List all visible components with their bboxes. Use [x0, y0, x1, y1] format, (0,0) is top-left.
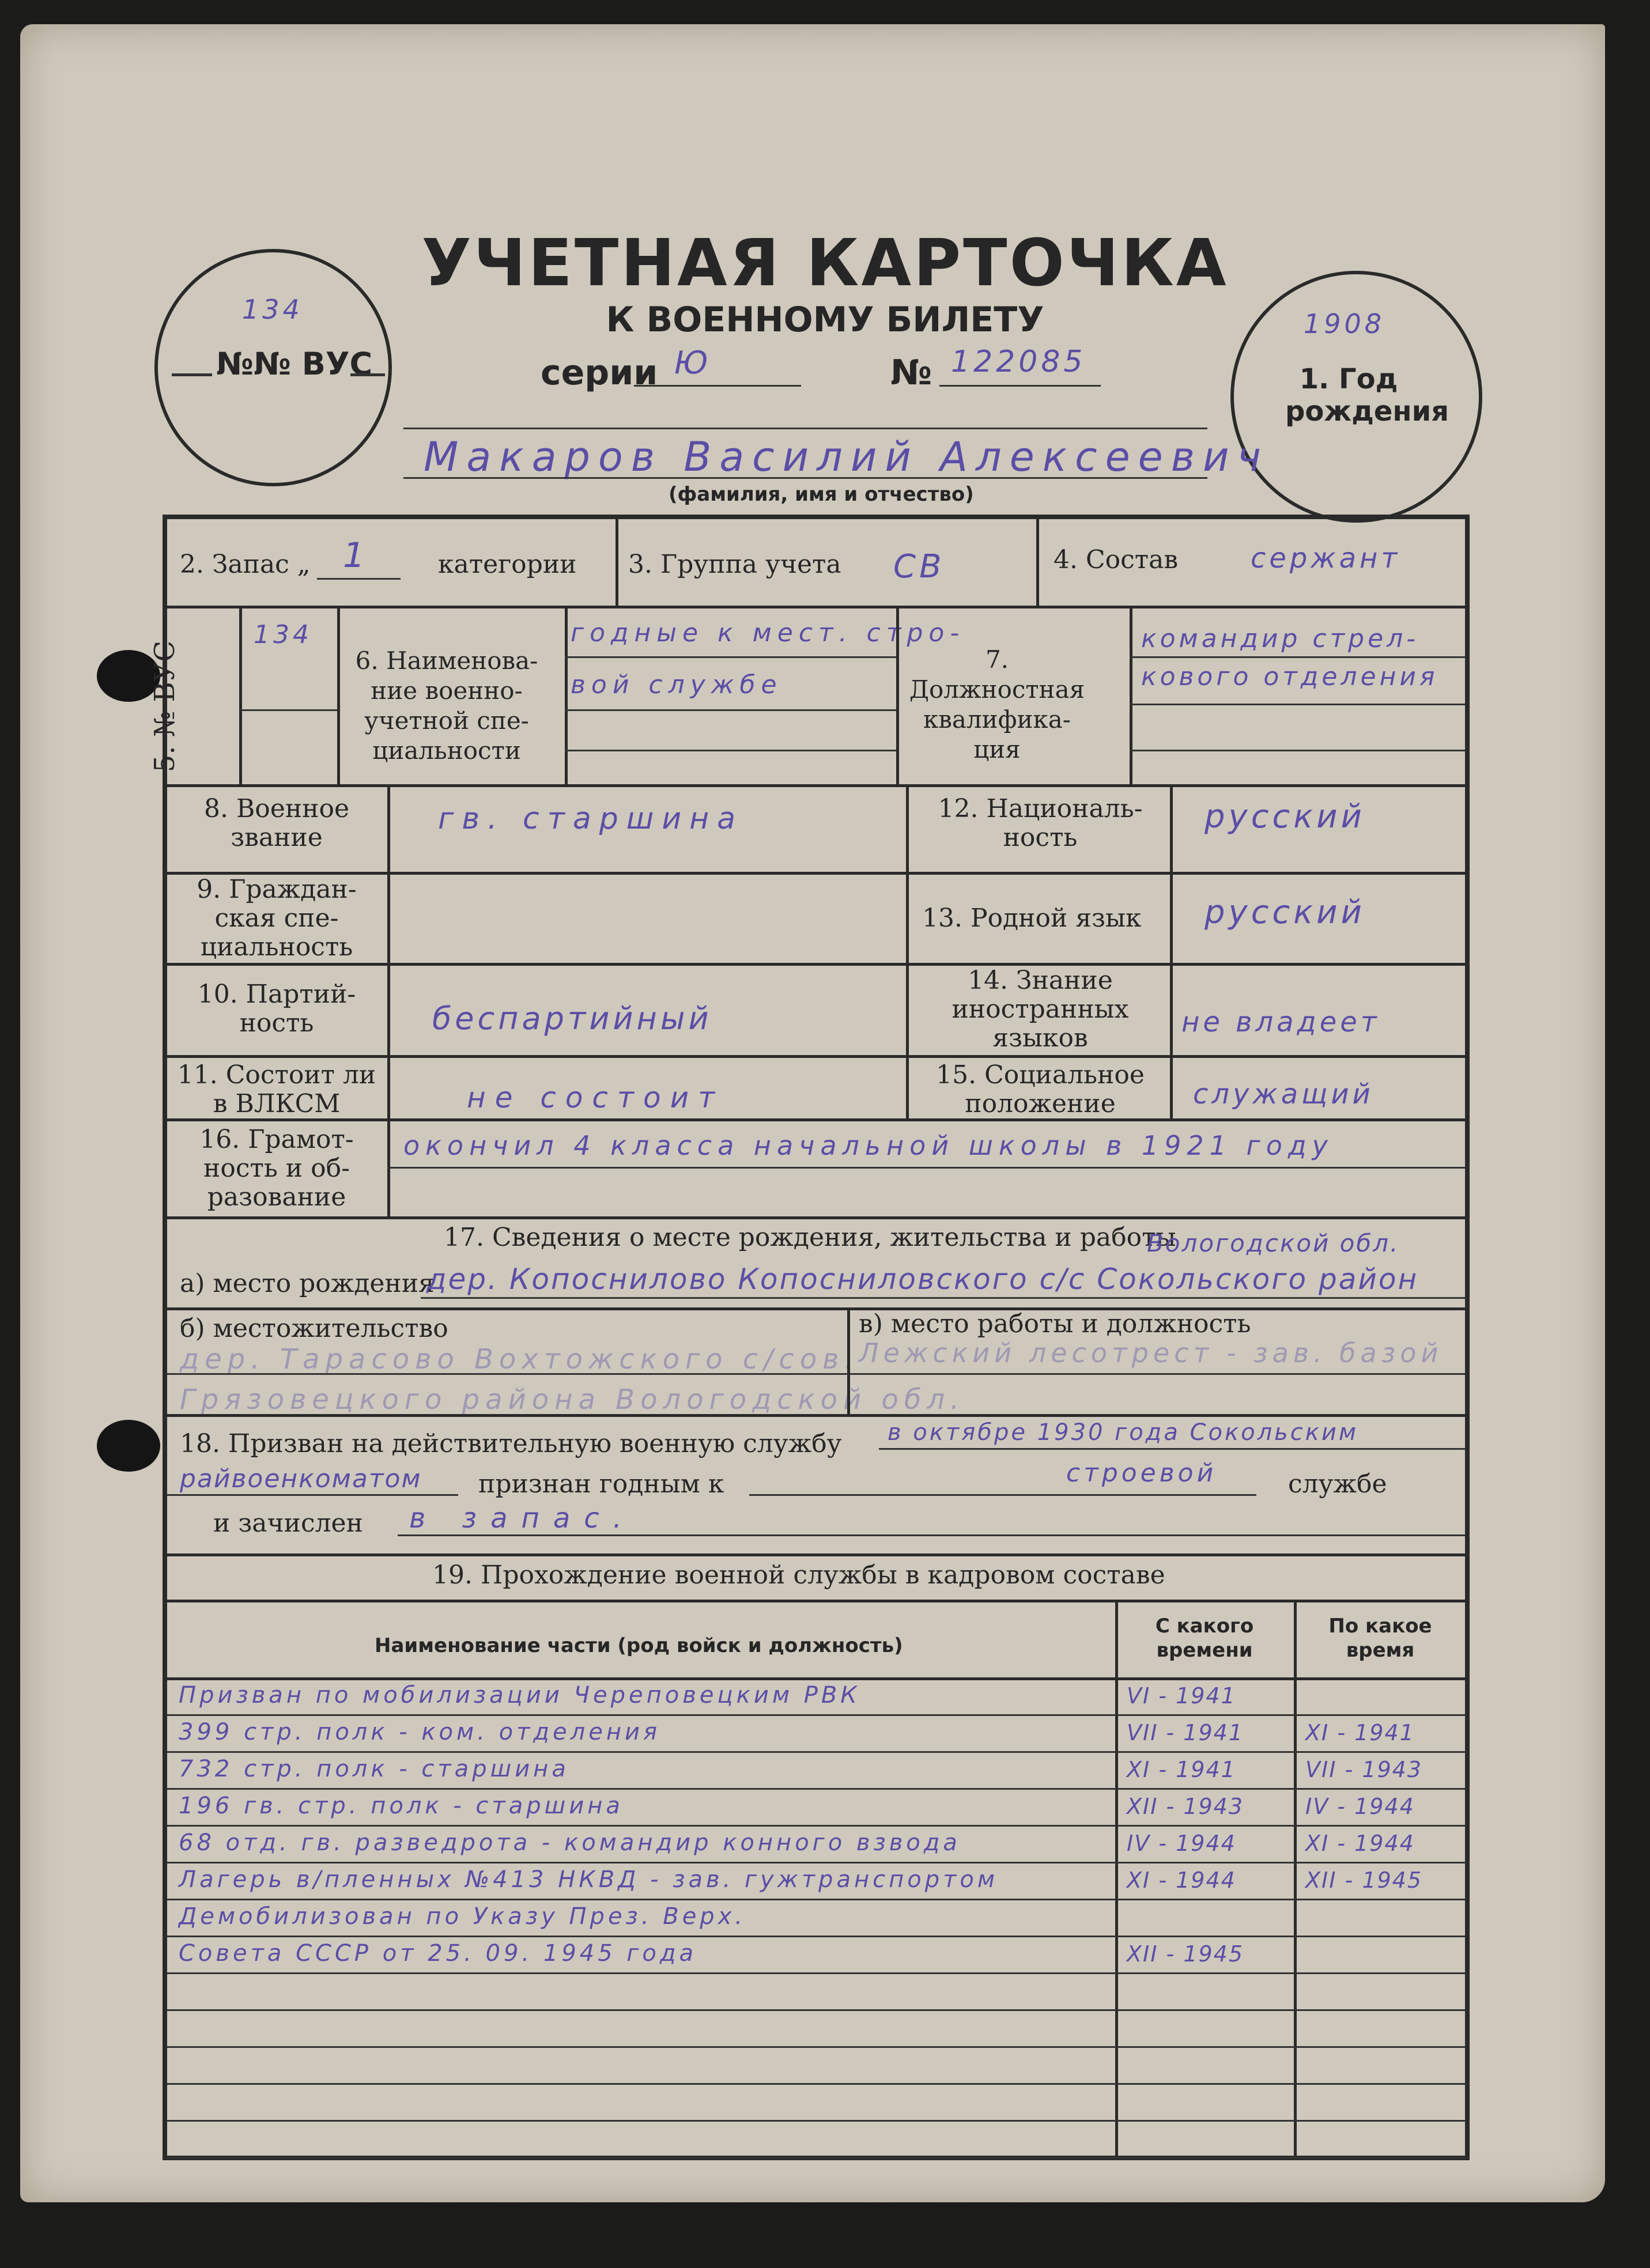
service-col-unit-header: Наименование части (род войск и должность): [375, 1634, 903, 1657]
service-row-line: [167, 1788, 1465, 1790]
row11-bottom: [167, 1118, 1465, 1121]
enlisted-label: и зачислен: [213, 1509, 363, 1538]
service-row-line: [167, 2120, 1465, 2122]
birth-year-label: 1. Год рождения: [1285, 363, 1449, 428]
service-label: службе: [1288, 1469, 1387, 1499]
qual-line-1: командир стрел-: [1141, 624, 1419, 653]
nationality-label: 12. Националь-ность: [938, 794, 1143, 852]
service-col-from-header: С какого времени: [1155, 1615, 1254, 1662]
vus-divider-e: [1130, 606, 1132, 784]
qual-line-2: кового отделения: [1141, 662, 1438, 691]
spec-line-1: годные к мест. стро-: [571, 618, 965, 648]
service-row-from: XI - 1941: [1127, 1757, 1236, 1782]
spec-underline-2: [565, 709, 896, 711]
service-row-from: XII - 1945: [1127, 1941, 1244, 1967]
called-value: в октябре 1930 года Сокольским: [888, 1419, 1359, 1446]
category-label: категории: [438, 550, 577, 579]
called-underline: [879, 1448, 1465, 1450]
series-underline: [634, 385, 801, 387]
staff-label: 4. Состав: [1054, 545, 1179, 574]
service-row-unit: 732 стр. полк - старшина: [179, 1756, 569, 1782]
service-row-line: [167, 1825, 1465, 1827]
row1-bottom: [167, 606, 1465, 608]
group-value: СВ: [893, 548, 945, 585]
vus-circle-line-right: [350, 373, 385, 376]
row1-divider-a: [616, 519, 618, 606]
service-row-line: [167, 2157, 1465, 2159]
field-col-a: [387, 784, 390, 1216]
qual-underline-1: [1130, 656, 1465, 658]
field-col-c: [1170, 784, 1173, 1118]
service-col-to-header: По какое время: [1328, 1615, 1432, 1662]
fit-value: строевой: [1066, 1458, 1217, 1488]
work-label: в) место работы и должность: [859, 1309, 1251, 1339]
reserve-value: 1: [343, 535, 369, 576]
rank-value: гв. старшина: [438, 802, 744, 836]
qualification-label: 7. Должностная квалифика-ция: [909, 645, 1085, 763]
service-row-unit: 68 отд. гв. разведрота - командир конного взвода: [179, 1829, 961, 1856]
row17a-bottom: [167, 1307, 1465, 1310]
language-value: русский: [1205, 894, 1365, 931]
education-label: 16. Грамот-ность и об-разование: [199, 1125, 354, 1212]
vus-circle-label: №№ ВУС: [216, 346, 373, 382]
full-name-value: Макаров Василий Алексеевич: [424, 433, 1269, 481]
service-row-unit: Демобилизован по Указу През. Верх.: [179, 1903, 746, 1930]
birth-year-value: 1908: [1304, 308, 1385, 339]
foreign-lang-value: не владеет: [1181, 1006, 1380, 1038]
row9-bottom: [167, 963, 1465, 966]
series-label: серии: [541, 353, 658, 393]
service-row-unit: Призван по мобилизации Череповецким РВК: [179, 1682, 860, 1708]
vus-circle-line-left: [172, 373, 212, 376]
service-row-unit: 196 гв. стр. полк - старшина: [179, 1793, 624, 1819]
vus-circle-value: 134: [242, 294, 303, 325]
vus-field-label: 5. № ВУС: [149, 640, 182, 773]
row17b-bottom: [167, 1414, 1465, 1417]
qual-underline-3: [1130, 750, 1465, 751]
spec-line-2: вой службе: [571, 670, 783, 700]
reserve-label: 2. Запас „: [180, 550, 311, 579]
reserve-underline: [317, 578, 401, 580]
called-underline-2: [167, 1494, 458, 1496]
birthplace-underline: [421, 1297, 1465, 1299]
residence-underline-1: [167, 1373, 847, 1375]
work-underline: [847, 1373, 1465, 1375]
social-label: 15. Социальное положение: [936, 1060, 1145, 1118]
social-value: служащий: [1193, 1078, 1374, 1110]
vus-field-value: 134: [254, 620, 312, 649]
series-value: Ю: [674, 345, 712, 381]
service-row-to: XII - 1945: [1305, 1868, 1423, 1893]
service-row-line: [167, 1714, 1465, 1716]
service-row-from: XII - 1943: [1127, 1794, 1244, 1819]
service-row-line: [167, 2009, 1465, 2011]
section19-title-bottom: [167, 1600, 1465, 1602]
service-col-a: [1115, 1600, 1118, 2156]
residence-label: б) местожительство: [180, 1314, 448, 1343]
birthplace-label: а) место рождения: [180, 1269, 435, 1298]
form-table: [149, 515, 1470, 2160]
birthplace-extra: Вологодской обл.: [1147, 1229, 1400, 1257]
service-row-to: XI - 1941: [1305, 1720, 1415, 1745]
field-col-b: [906, 784, 909, 1118]
service-row-line: [167, 2083, 1465, 2085]
staff-value: сержант: [1251, 542, 1401, 574]
called-value-2: райвоенкоматом: [180, 1464, 422, 1494]
called-label: 18. Призван на действительную военную службу: [180, 1429, 842, 1458]
party-value: беспартийный: [432, 1000, 712, 1037]
nationality-value: русский: [1205, 798, 1365, 836]
residence-value-2: Грязовецкого района Вологодской обл.: [180, 1384, 965, 1416]
enlisted-value: в запас.: [409, 1502, 636, 1534]
row10-bottom: [167, 1055, 1465, 1058]
vus-value-underline: [239, 709, 337, 711]
row18-bottom: [167, 1553, 1465, 1556]
vus-divider-c: [565, 606, 568, 784]
residence-value-1: дер. Тарасово Вохтожского с/сов.: [180, 1343, 859, 1375]
language-label: 13. Родной язык: [922, 904, 1142, 933]
section17-divider: [847, 1307, 850, 1414]
service-row-to: VII - 1943: [1305, 1757, 1422, 1782]
enlisted-underline: [398, 1534, 1465, 1536]
service-row-from: IV - 1944: [1127, 1831, 1236, 1856]
party-label: 10. Партий-ность: [197, 980, 356, 1038]
row8-bottom: [167, 872, 1465, 875]
name-underline: [403, 477, 1207, 479]
vus-row-bottom: [167, 784, 1465, 787]
number-label: №: [890, 353, 932, 393]
service-row-line: [167, 1936, 1465, 1937]
service-row-from: VI - 1941: [1127, 1683, 1236, 1708]
section17-title: 17. Сведения о месте рождения, жительства и работы: [444, 1223, 1176, 1252]
service-row-unit: 399 стр. полк - ком. отделения: [179, 1719, 661, 1745]
page-title: УЧЕТНАЯ КАРТОЧКА: [421, 226, 1229, 301]
education-underline: [387, 1167, 1465, 1169]
rank-label: 8. Военное звание: [203, 794, 349, 852]
row16-bottom: [167, 1216, 1465, 1219]
qual-underline-2: [1130, 704, 1465, 705]
vlksm-label: 11. Состоит ли в ВЛКСМ: [177, 1060, 376, 1118]
number-underline: [939, 385, 1101, 387]
service-row-to: IV - 1944: [1305, 1794, 1415, 1819]
civil-label: 9. Граждан-ская спе-циальность: [197, 875, 357, 962]
vus-divider-a: [239, 606, 242, 784]
page-subtitle: К ВОЕННОМУ БИЛЕТУ: [606, 300, 1044, 340]
number-value: 122085: [951, 345, 1086, 379]
service-header-bottom: [167, 1677, 1465, 1680]
punch-hole-bottom: [97, 1420, 160, 1472]
foreign-lang-label: 14. Знание иностранных языков: [952, 966, 1129, 1053]
education-value: окончил 4 класса начальной школы в 1921 году: [403, 1130, 1334, 1161]
section19-title: 19. Прохождение военной службы в кадровом составе: [432, 1560, 1165, 1590]
service-row-unit: Совета СССР от 25. 09. 1945 года: [179, 1940, 697, 1967]
group-label: 3. Группа учета: [628, 550, 841, 579]
birthplace-value: дер. Копоснилово Копосниловского с/с Сокольского район: [426, 1262, 1419, 1296]
service-row-from: XI - 1944: [1127, 1868, 1236, 1893]
fit-label: признан годным к: [478, 1469, 724, 1499]
name-topline: [403, 428, 1207, 429]
service-row-line: [167, 1862, 1465, 1863]
service-row-line: [167, 1751, 1465, 1753]
vus-divider-d: [896, 606, 899, 784]
service-col-b: [1294, 1600, 1297, 2156]
service-row-from: VII - 1941: [1127, 1720, 1244, 1745]
service-row-line: [167, 2046, 1465, 2048]
spec-underline-3: [565, 750, 896, 751]
service-row-to: XI - 1944: [1305, 1831, 1415, 1856]
name-caption: (фамилия, имя и отчество): [669, 483, 974, 506]
service-row-line: [167, 1899, 1465, 1900]
work-value: Лежский лесотрест - зав. базой: [859, 1337, 1443, 1369]
row1-divider-b: [1036, 519, 1039, 606]
vlksm-value: не состоит: [467, 1081, 724, 1114]
spec-underline-1: [565, 656, 896, 658]
service-row-unit: Лагерь в/пленных №413 НКВД - зав. гужтранспортом: [179, 1866, 999, 1893]
service-row-line: [167, 1972, 1465, 1974]
fit-underline: [749, 1494, 1256, 1496]
spec-label: 6. Наименова-ние военно-учетной спе-циальности: [355, 647, 538, 765]
